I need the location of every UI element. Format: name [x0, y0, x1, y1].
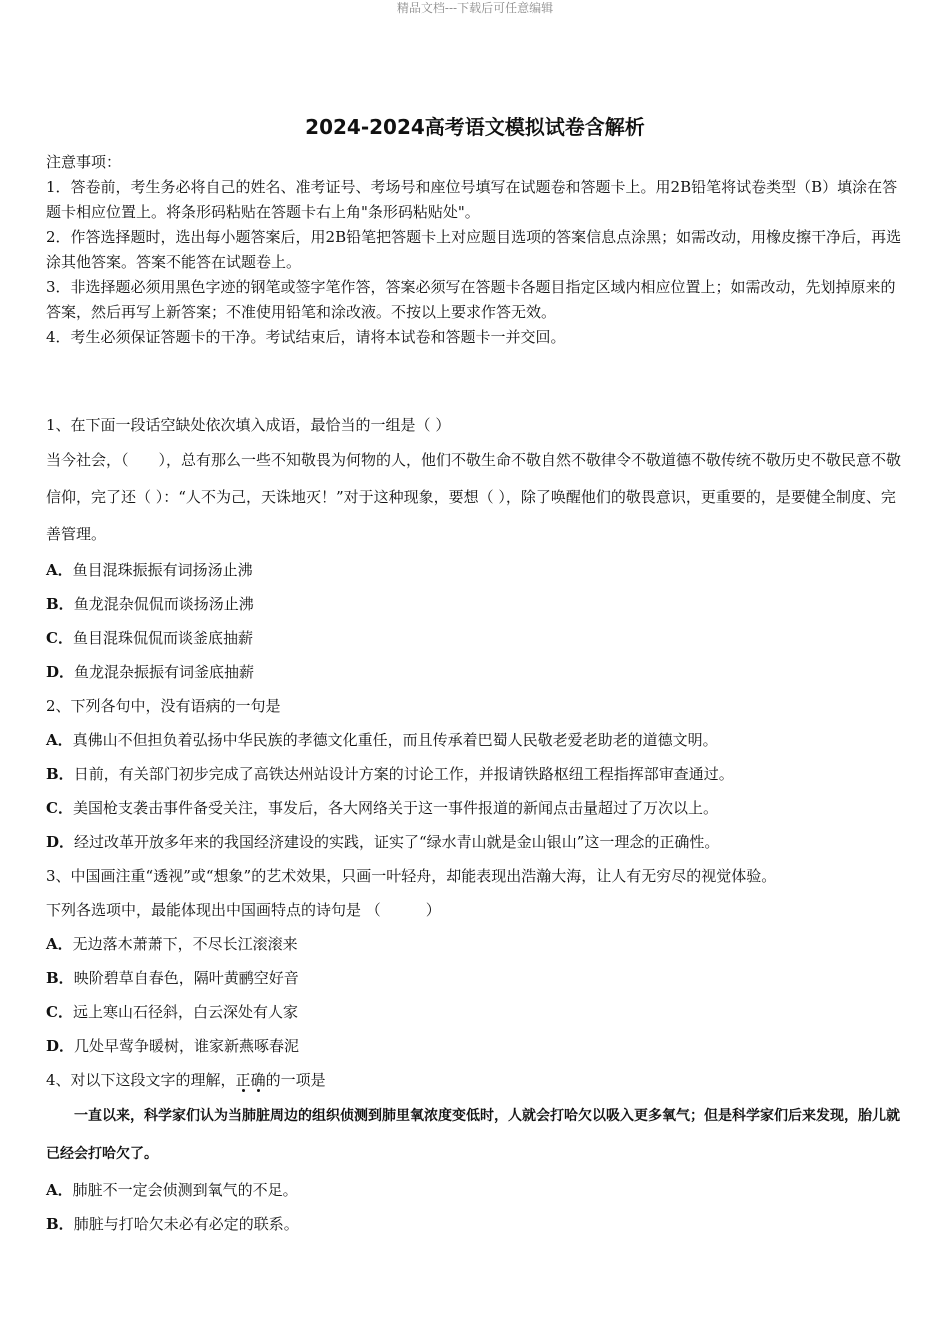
option-text: 经过改革开放多年来的我国经济建设的实践，证实了“绿水青山就是金山银山”这一理念的正确性。: [74, 833, 720, 851]
question-1-option-a: [46, 553, 904, 587]
question-4-option-b: [46, 1207, 904, 1241]
option-text: 鱼龙混杂侃侃而谈扬汤止沸: [73, 595, 254, 613]
question-3-option-d: [46, 1029, 904, 1063]
option-text: 日前，有关部门初步完成了高铁达州站设计方案的讨论工作，并报请铁路枢纽工程指挥部审查通过。: [73, 765, 734, 783]
option-letter: A．: [46, 731, 73, 749]
option-letter: B．: [46, 765, 74, 783]
question-4-passage: 一直以来，科学家们认为当肺脏周边的组织侦测到肺里氧浓度变低时，人就会打哈欠以吸入更多氧气；但是科学家们后来发现，胎儿就已经会打哈欠了。: [46, 1108, 900, 1162]
notice-item: 4．考生必须保证答题卡的干净。考试结束后，请将本试卷和答题卡一并交回。: [46, 328, 566, 346]
notice-heading: 注意事项：: [46, 153, 122, 171]
option-text: 真佛山不但担负着弘扬中华民族的孝德文化重任，而且传承着巴蜀人民敬老爱老助老的道德文明。: [72, 731, 718, 749]
notice-section: [46, 150, 904, 350]
question-1-option-b: [46, 587, 904, 621]
question-2-stem: 2、下列各句中，没有语病的一句是: [46, 697, 281, 715]
option-letter: B．: [46, 595, 74, 613]
option-letter: C．: [46, 629, 73, 647]
question-3-stem-prompt: 下列各选项中，最能体现出中国画特点的诗句是 （ ）: [46, 901, 441, 919]
page-header: 精品文档---下载后可任意编辑: [396, 1, 554, 15]
question-2-option-b: [46, 757, 904, 791]
option-text: 鱼目混珠侃侃而谈釜底抽薪: [72, 629, 253, 647]
option-text: 鱼目混珠振振有词扬汤止沸: [72, 561, 253, 579]
option-letter: D．: [46, 833, 75, 851]
document-title: 2024-2024高考语文模拟试卷含解析: [305, 115, 645, 139]
notice-item: 2．作答选择题时，选出每小题答案后，用2B铅笔把答题卡上对应题目选项的答案信息点涂黑；如需改动，用橡皮擦干净后，再选涂其他答案。答案不能答在试题卷上。: [46, 228, 902, 271]
question-3-option-a: [46, 927, 904, 961]
option-letter: D．: [46, 663, 75, 681]
option-letter: C．: [46, 1003, 73, 1021]
question-1-stem: 1、在下面一段话空缺处依次填入成语，最恰当的一组是（ ）: [46, 416, 451, 434]
option-text: 无边落木萧萧下，不尽长江滚滚来: [72, 935, 298, 953]
question-1-option-c: [46, 621, 904, 655]
option-text: 映阶碧草自春色，隔叶黄鹂空好音: [73, 969, 299, 987]
question-1-passage: 当今社会，（ ），总有那么一些不知敬畏为何物的人，他们不敬生命不敬自然不敬律令不敬道德不敬传统不敬历史不敬民意不敬信仰，完了还（ ）：“人不为己，天诛地灭！”对于这种现象，要想（ ），除了唤醒他们的敬畏意识，更重要的，是要健全制度、完善管理。: [46, 451, 902, 543]
question-3-option-b: [46, 961, 904, 995]
question-1-option-d: [46, 655, 904, 689]
option-letter: A．: [46, 935, 73, 953]
question-3-option-c: [46, 995, 904, 1029]
stem-prefix: 4、对以下这段文字的理解，: [46, 1071, 236, 1089]
option-letter: B．: [46, 969, 74, 987]
option-text: 肺脏与打哈欠未必有必定的联系。: [73, 1215, 299, 1233]
question-2-option-a: [46, 723, 904, 757]
option-letter: D．: [46, 1037, 75, 1055]
option-text: 肺脏不一定会侦测到氧气的不足。: [72, 1181, 298, 1199]
emphasis-char: 确: [250, 1071, 266, 1089]
question-2-option-c: [46, 791, 904, 825]
option-text: 鱼龙混杂振振有词釜底抽薪: [74, 663, 255, 681]
question-4-option-a: [46, 1173, 904, 1207]
option-text: 美国枪支袭击事件备受关注，事发后，各大网络关于这一事件报道的新闻点击量超过了万次以上。: [72, 799, 718, 817]
option-text: 远上寒山石径斜，白云深处有人家: [72, 1003, 298, 1021]
emphasis-char: 正: [235, 1071, 251, 1089]
option-letter: A．: [46, 1181, 73, 1199]
option-letter: C．: [46, 799, 73, 817]
option-letter: A．: [46, 561, 73, 579]
stem-suffix: 的一项是: [265, 1071, 326, 1089]
notice-item: 3．非选择题必须用黑色字迹的钢笔或签字笔作答，答案必须写在答题卡各题目指定区域内相应位置上；如需改动，先划掉原来的答案，然后再写上新答案；不准使用铅笔和涂改液。不按以上要求作答无效。: [46, 278, 896, 321]
question-4-stem: [46, 1063, 904, 1097]
question-3-stem: 3、中国画注重“透视”或“想象”的艺术效果，只画一叶轻舟，却能表现出浩瀚大海，让人有无穷尽的视觉体验。: [46, 867, 777, 885]
notice-item: 1．答卷前，考生务必将自己的姓名、准考证号、考场号和座位号填写在试题卷和答题卡上。用2B铅笔将试卷类型（B）填涂在答题卡相应位置上。将条形码粘贴在答题卡右上角"条形码粘贴处"。: [46, 178, 898, 221]
document-body: [46, 150, 904, 1241]
question-2-option-d: [46, 825, 904, 859]
option-letter: B．: [46, 1215, 74, 1233]
option-text: 几处早莺争暖树，谁家新燕啄春泥: [74, 1037, 300, 1055]
section-gap: [46, 350, 904, 408]
